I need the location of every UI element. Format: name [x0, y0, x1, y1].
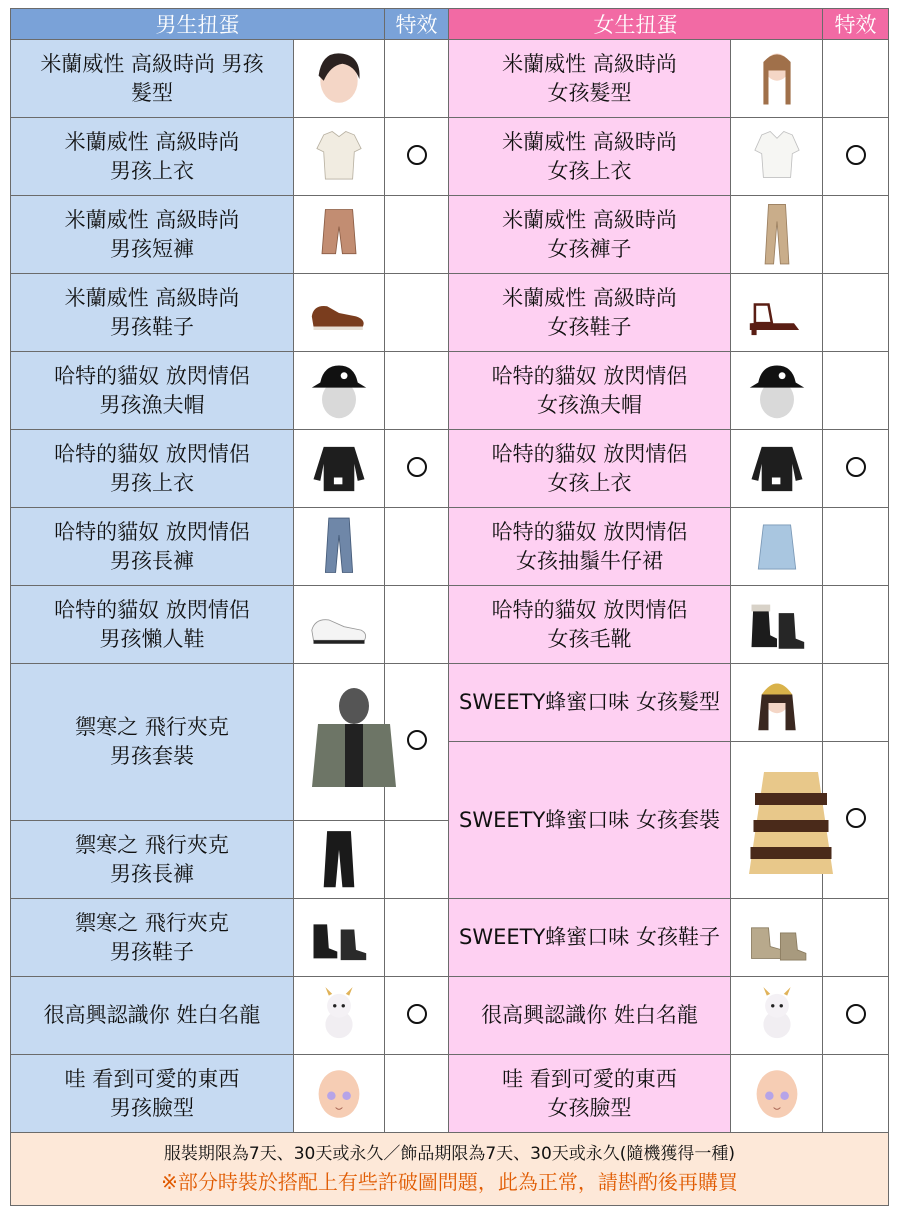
boy-item-effect [385, 274, 449, 352]
boy-item-name [11, 196, 294, 274]
boy-item-image [294, 40, 385, 118]
cargo-pants-icon [294, 826, 384, 894]
boy-item-name-line2: 男孩鞋子 [110, 314, 194, 339]
table-row [11, 40, 889, 118]
effect-circle-icon [407, 730, 427, 750]
boy-item-name-line2: 男孩上衣 [110, 470, 194, 495]
girl-item-name [449, 742, 731, 899]
girl-item-image [731, 352, 823, 430]
boy-item-image [294, 1055, 385, 1133]
girl-item-effect [823, 899, 889, 977]
boy-item-effect [385, 118, 449, 196]
effect-circle-icon [846, 457, 866, 477]
effect-circle-icon [407, 457, 427, 477]
girl-item-image [731, 508, 823, 586]
table-row [11, 508, 889, 586]
girl-item-name-line2: 女孩漁夫帽 [537, 392, 642, 417]
girl-item-effect [823, 352, 889, 430]
boy-item-name-line2: 男孩長褲 [110, 861, 194, 886]
boy-item-effect [385, 196, 449, 274]
girl-item-name-line1: 哇 看到可愛的東西 [502, 1066, 677, 1091]
girl-item-name-line1: 米蘭威性 高級時尚 [502, 285, 677, 310]
boy-item-image [294, 508, 385, 586]
girl-item-effect [823, 977, 889, 1055]
boy-item-name-line1: 禦寒之 飛行夾克 [75, 832, 229, 857]
table-row [11, 118, 889, 196]
ankle-boot-icon [731, 904, 822, 972]
girl-item-name [449, 664, 731, 742]
boy-item-name-line2: 男孩短褲 [110, 236, 194, 261]
boy-item-name-line1: 米蘭威性 高級時尚 [64, 285, 240, 310]
girl-item-effect [823, 1055, 889, 1133]
girl-item-name-line1: 哈特的貓奴 放閃情侶 [491, 363, 688, 388]
girl-item-name-line1: 米蘭威性 高級時尚 [502, 51, 677, 76]
boy-item-name [11, 118, 294, 196]
boot-icon [294, 904, 384, 972]
boy-item-effect [385, 821, 449, 899]
boy-item-name-line2: 男孩上衣 [110, 158, 194, 183]
girl-item-image [731, 274, 823, 352]
table-row [11, 977, 889, 1055]
table-row [11, 1055, 889, 1133]
girl-item-name [449, 977, 731, 1055]
boy-item-name [11, 586, 294, 664]
girl-item-name [449, 40, 731, 118]
table-row [11, 430, 889, 508]
girl-item-name-line2: 女孩抽鬚牛仔裙 [516, 548, 663, 573]
girl-item-effect [823, 742, 889, 899]
braid-hair-icon [731, 45, 822, 113]
girl-gacha-header: 女生扭蛋 [449, 9, 823, 40]
girl-item-name-line1: 很高興認識你 姓白名龍 [481, 1003, 698, 1027]
girl-item-effect [823, 40, 889, 118]
table-row [11, 586, 889, 664]
boy-item-name-line1: 米蘭威性 高級時尚 [64, 129, 240, 154]
girl-item-name-line1: SWEETY蜂蜜口味 女孩鞋子 [459, 925, 720, 949]
table-row [11, 274, 889, 352]
girl-item-name [449, 508, 731, 586]
boy-item-effect [385, 508, 449, 586]
boy-item-name-line1: 禦寒之 飛行夾克 [75, 910, 229, 935]
girl-item-effect [823, 664, 889, 742]
striped-dress-icon [731, 760, 822, 880]
girl-item-name [449, 196, 731, 274]
boy-item-image [294, 664, 385, 821]
table-row [11, 899, 889, 977]
effect-circle-icon [407, 145, 427, 165]
boy-item-name-line2: 男孩套裝 [110, 744, 194, 768]
shoe-icon [294, 279, 384, 347]
shirt-icon [294, 123, 384, 191]
trousers-icon [731, 201, 822, 269]
boy-item-name [11, 899, 294, 977]
girl-item-name-line2: 女孩鞋子 [547, 314, 632, 339]
boy-item-name-line1: 哈特的貓奴 放閃情侶 [54, 597, 250, 622]
footer-notice [11, 1133, 889, 1206]
girl-item-image [731, 430, 823, 508]
sandal-icon [731, 279, 822, 347]
boy-item-name [11, 821, 294, 899]
girl-item-name-line1: SWEETY蜂蜜口味 女孩髮型 [459, 690, 720, 714]
boy-item-name-line1: 很高興認識你 姓白名龍 [43, 1003, 261, 1027]
boy-item-image [294, 352, 385, 430]
girl-item-name-line2: 女孩臉型 [547, 1095, 632, 1120]
table-row [11, 664, 889, 742]
boy-item-image [294, 977, 385, 1055]
dragon-plush-icon [294, 982, 384, 1050]
face-icon [731, 1060, 822, 1128]
boy-item-name-line2: 男孩臉型 [110, 1095, 194, 1120]
girl-item-effect [823, 118, 889, 196]
hair-icon [294, 45, 384, 113]
girl-item-name-line1: 哈特的貓奴 放閃情侶 [491, 441, 688, 466]
boy-item-name [11, 274, 294, 352]
boy-item-effect [385, 977, 449, 1055]
sweater-icon [294, 435, 384, 503]
boy-item-effect [385, 586, 449, 664]
girl-item-image [731, 1055, 823, 1133]
boy-item-effect [385, 352, 449, 430]
footer-warning: ※部分時裝於搭配上有些許破圖問題，此為正常，請斟酌後再購買 [161, 1170, 738, 1194]
girl-item-effect [823, 430, 889, 508]
girl-item-image [731, 40, 823, 118]
girl-item-name-line1: 哈特的貓奴 放閃情侶 [491, 597, 688, 622]
girl-item-name-line2: 女孩上衣 [547, 158, 632, 183]
boy-item-name-line2: 髮型 [131, 80, 173, 105]
boy-item-image [294, 430, 385, 508]
boy-item-name [11, 40, 294, 118]
girl-item-name-line1: SWEETY蜂蜜口味 女孩套裝 [459, 807, 720, 832]
girl-item-effect [823, 196, 889, 274]
boy-item-effect [385, 664, 449, 821]
beanie-hair-icon [731, 669, 822, 737]
boy-item-image [294, 899, 385, 977]
girl-item-name-line2: 女孩上衣 [547, 470, 632, 495]
fur-boot-icon [731, 591, 822, 659]
boy-item-name-line1: 米蘭威性 高級時尚 男孩 [40, 51, 264, 76]
boy-item-name [11, 430, 294, 508]
girl-item-name [449, 352, 731, 430]
boy-item-image [294, 586, 385, 664]
boy-item-name-line1: 哇 看到可愛的東西 [64, 1066, 240, 1091]
girl-item-effect [823, 586, 889, 664]
girl-item-image [731, 196, 823, 274]
girl-item-name [449, 430, 731, 508]
girl-item-name-line1: 哈特的貓奴 放閃情侶 [491, 519, 688, 544]
girl-item-name-line1: 米蘭威性 高級時尚 [502, 207, 677, 232]
denim-skirt-icon [731, 513, 822, 581]
boy-item-name-line2: 男孩鞋子 [110, 939, 194, 964]
girl-item-image [731, 899, 823, 977]
girl-item-effect [823, 508, 889, 586]
boy-item-name [11, 508, 294, 586]
boy-item-effect [385, 1055, 449, 1133]
effect-circle-icon [846, 1004, 866, 1024]
boy-item-image [294, 821, 385, 899]
girl-item-name-line2: 女孩髮型 [547, 80, 632, 105]
girl-item-name [449, 1055, 731, 1133]
girl-item-image [731, 118, 823, 196]
boy-item-name-line1: 禦寒之 飛行夾克 [75, 715, 229, 739]
girl-item-effect [823, 274, 889, 352]
sweater-icon [731, 435, 822, 503]
jeans-icon [294, 513, 384, 581]
footer-duration-note: 服裝期限為7天、30天或永久／飾品期限為7天、30天或永久(隨機獲得一種) [163, 1144, 736, 1164]
boy-item-image [294, 274, 385, 352]
face-icon [294, 1060, 384, 1128]
girl-effect-header: 特效 [823, 9, 889, 40]
boy-item-name [11, 664, 294, 821]
girl-item-image [731, 586, 823, 664]
boy-item-name-line1: 哈特的貓奴 放閃情侶 [54, 363, 250, 388]
girl-item-name-line1: 米蘭威性 高級時尚 [502, 129, 677, 154]
boy-item-name-line2: 男孩漁夫帽 [99, 392, 205, 417]
boy-item-image [294, 196, 385, 274]
blouse-icon [731, 123, 822, 191]
effect-circle-icon [846, 808, 866, 828]
boy-item-name-line2: 男孩懶人鞋 [99, 626, 205, 651]
girl-item-name [449, 118, 731, 196]
effect-circle-icon [846, 145, 866, 165]
boy-item-name [11, 1055, 294, 1133]
boy-effect-header: 特效 [385, 9, 449, 40]
dragon-plush-icon [731, 982, 822, 1050]
boy-item-name-line1: 哈特的貓奴 放閃情侶 [54, 519, 250, 544]
jacket-icon [294, 682, 384, 802]
bucket-hat-icon [731, 357, 822, 425]
boy-item-name-line1: 米蘭威性 高級時尚 [64, 207, 240, 232]
table-row [11, 196, 889, 274]
girl-item-name [449, 274, 731, 352]
gacha-item-table [10, 8, 888, 1211]
boy-item-name-line2: 男孩長褲 [110, 548, 194, 573]
girl-item-image [731, 664, 823, 742]
boy-item-name [11, 352, 294, 430]
boy-gacha-header: 男生扭蛋 [11, 9, 385, 40]
girl-item-name [449, 586, 731, 664]
girl-item-name-line2: 女孩褲子 [547, 236, 632, 261]
girl-item-image [731, 742, 823, 899]
sneaker-icon [294, 591, 384, 659]
girl-item-image [731, 977, 823, 1055]
boy-item-effect [385, 899, 449, 977]
shorts-icon [294, 201, 384, 269]
girl-item-name [449, 899, 731, 977]
boy-item-name-line1: 哈特的貓奴 放閃情侶 [54, 441, 250, 466]
girl-item-name-line2: 女孩毛靴 [547, 626, 632, 651]
effect-circle-icon [407, 1004, 427, 1024]
table-row [11, 352, 889, 430]
boy-item-effect [385, 430, 449, 508]
bucket-hat-icon [294, 357, 384, 425]
boy-item-effect [385, 40, 449, 118]
boy-item-image [294, 118, 385, 196]
boy-item-name [11, 977, 294, 1055]
